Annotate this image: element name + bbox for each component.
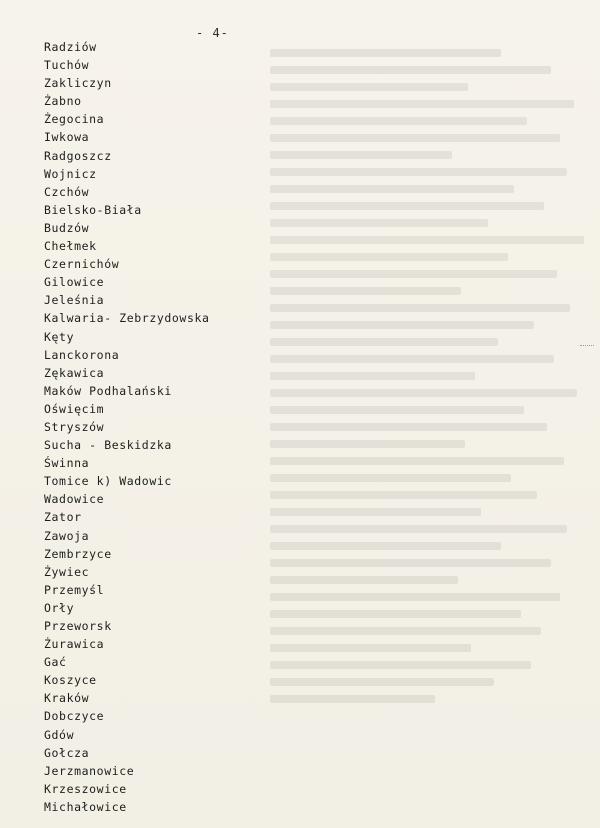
town-list-item: Dobczyce <box>44 709 105 724</box>
town-list-item: Koszyce <box>44 673 97 688</box>
town-list-item: Przeworsk <box>44 619 112 633</box>
town-list-item: Żywiec <box>44 564 90 579</box>
town-list-item: Sucha - Beskidzka <box>44 438 172 453</box>
town-list-item: Michałowice <box>44 799 127 814</box>
town-list-item: Radgoszcz <box>44 148 112 163</box>
town-list-item: Czchów <box>44 184 90 199</box>
town-list-item: Lanckorona <box>44 347 120 362</box>
town-list-item: Zękawica <box>44 365 105 380</box>
town-list-item: Chełmek <box>44 239 97 254</box>
town-list-item: Iwkowa <box>44 130 90 145</box>
town-list-item: Gołcza <box>44 745 90 760</box>
town-list-item: Zator <box>44 510 82 525</box>
town-list <box>44 38 210 816</box>
margin-mark <box>580 345 594 347</box>
town-list-item: Budzów <box>44 220 90 235</box>
town-list-item: Jeleśnia <box>44 293 105 308</box>
town-list-item: Kraków <box>44 691 90 706</box>
town-list-item: Żurawica <box>44 637 105 652</box>
town-list-item: Kęty <box>44 329 75 344</box>
town-list-item: Gać <box>44 655 67 670</box>
town-list-item: Żabno <box>44 94 82 109</box>
town-list-item: Zawoja <box>44 528 90 543</box>
town-list-item: Żegocina <box>44 112 105 127</box>
town-list-item: Radziów <box>44 40 97 54</box>
town-list-item: Zembrzyce <box>44 546 112 561</box>
town-list-item: Tomice k) Wadowic <box>44 474 172 489</box>
town-list-item: Krzeszowice <box>44 781 127 796</box>
town-list-item: Jerzmanowice <box>44 763 135 778</box>
town-list-item: Oświęcim <box>44 401 105 416</box>
town-list-item: Gilowice <box>44 275 105 290</box>
town-list-item: Bielsko-Biała <box>44 202 142 217</box>
town-list-item: Wojnicz <box>44 166 97 181</box>
town-list-item: Czernichów <box>44 257 120 272</box>
town-list-item: Tuchów <box>44 58 90 73</box>
show-through-text <box>270 40 600 820</box>
town-list-item: Świnna <box>44 456 90 471</box>
town-list-item: Stryszów <box>44 419 105 434</box>
town-list-item: Gdów <box>44 727 75 742</box>
town-list-item: Wadowice <box>44 492 105 507</box>
town-list-item: Zakliczyn <box>44 76 112 91</box>
town-list-item: Kalwaria- Zebrzydowska <box>44 311 210 326</box>
town-list-item: Przemyśl <box>44 582 105 597</box>
town-list-item: Maków Podhalański <box>44 383 172 398</box>
page-number: - 4- <box>196 26 229 40</box>
town-list-item: Orły <box>44 600 75 615</box>
